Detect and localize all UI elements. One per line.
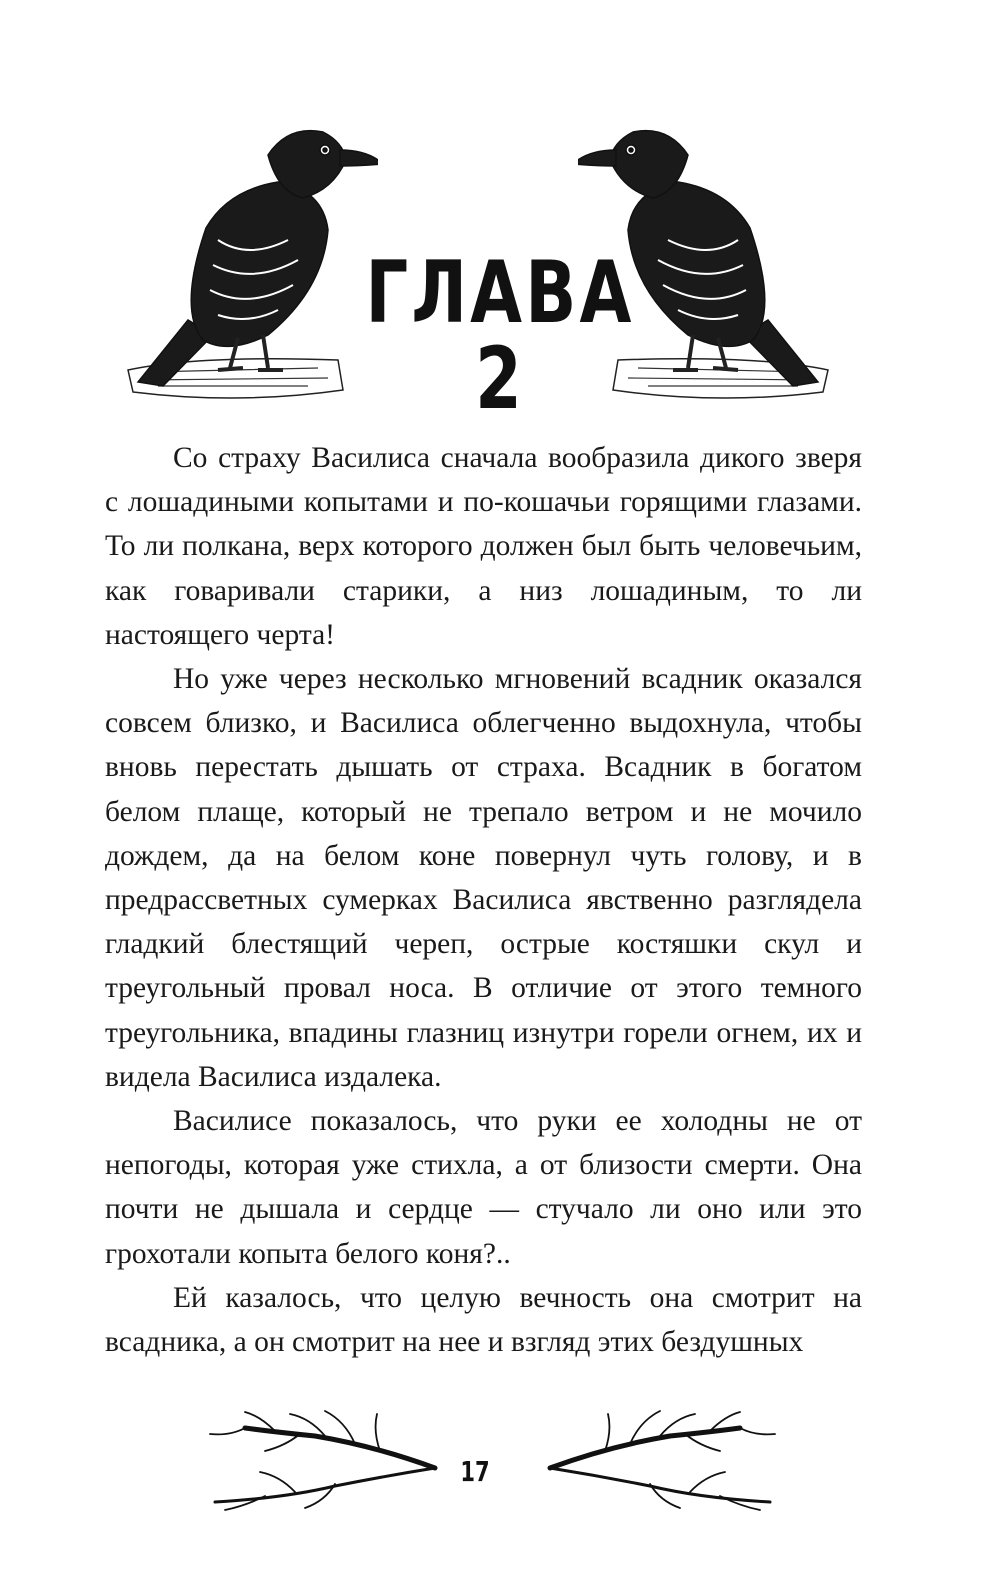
paragraph: Василисе показалось, что руки ее холодны не от непогоды, которая уже стихла, а от близости смерти. Она почти не дышала и сердце — стучало ли оно или это грохотали копыта белого коня?.. bbox=[105, 1105, 862, 1270]
paragraph: Со страху Василиса сначала вообразила дикого зверя с лошадиными копытами и по-кошачьи горящими глазами. То ли полкана, верх которого должен был быть человечьим, как говаривали старики, а низ лошадиным, то ли настоящего черта! bbox=[105, 442, 862, 651]
raven-icon bbox=[118, 120, 378, 400]
chapter-body bbox=[105, 436, 862, 1364]
page-number: 17 bbox=[460, 1455, 490, 1488]
chapter-title: ГЛАВА 2 bbox=[365, 243, 635, 429]
paragraph: Ей казалось, что целую вечность она смотрит на всадника, а он смотрит на нее и взгляд этих бездушных bbox=[105, 1281, 862, 1359]
branch-icon bbox=[545, 1406, 780, 1511]
chapter-header bbox=[0, 100, 1000, 429]
page-footer bbox=[0, 1400, 1000, 1520]
paragraph: Но уже через несколько мгновений всадник оказался совсем близко, и Василиса облегченно выдохнула, чтобы вновь перестать дышать от страха. Всадник в богатом белом плаще, который не трепало ветром и не мочило дождем, да на белом коне повернул чуть голову, и в предрассветных сумерках Василиса явственно разглядела гладкий блестящий череп, острые костяшки скул и треугольный провал носа. В отличие от этого темного треугольника, впадины глазниц изнутри горели огнем, их и видела Василиса издалека. bbox=[105, 663, 862, 1093]
branch-icon bbox=[205, 1406, 440, 1511]
